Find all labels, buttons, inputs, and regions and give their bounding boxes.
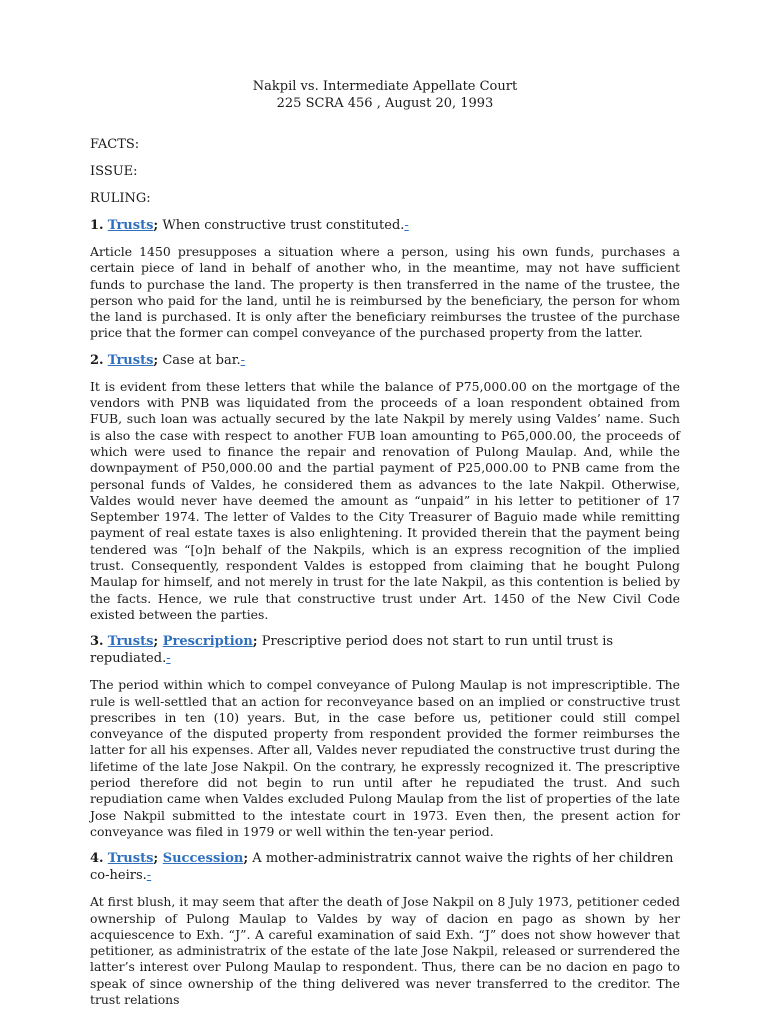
trusts-link[interactable]: Trusts [107,851,154,867]
trusts-link[interactable]: Trusts [107,634,154,650]
section-heading-text: A mother-administratrix cannot waive the rights of her children co-heirs. [90,851,674,884]
section-link[interactable]: - [166,651,171,667]
section-link[interactable]: - [240,352,246,368]
trusts-link[interactable]: Trusts [107,352,154,368]
section-body: Article 1450 presupposes a situation where a person, using his own funds, purchases a certain piece of land in behalf of another who, in the meantime, may not have sufficient funds to purchase the land. The property is then transferred in the name of the trustee, the person who paid for the land, until he is reimbursed by the beneficiary, the person for whom the land is purchased. It is only after the beneficiary reimburses the trustee of the purchase price that the former can compel conveyance of the purchased property from the latter. [90,244,680,341]
section-heading: 2. Trusts; Case at bar.- [90,352,246,368]
document-header [90,78,680,112]
facts-label: FACTS: [90,137,140,152]
section-number: 4. [90,851,104,867]
section-heading-text: Prescriptive period does not start to run until trust is repudiated. [90,634,614,667]
section-heading: 4. Trusts; Succession; A mother-administratrix cannot waive the rights of her children co-heirs.- [90,851,674,884]
issue-label: ISSUE: [90,164,138,179]
section-number: 1. [90,218,104,233]
section-heading: 3. Trusts; Prescription; Prescriptive period does not start to run until trust is repudiated.- [90,634,614,667]
section-body: At first blush, it may seem that after the death of Jose Nakpil on 8 July 1973, petitioner ceded ownership of Pulong Maulap to Valdes by way of dacion en pago as shown by her acquiescence to Exh. “J”. A careful examination of said Exh. “J” does not show however that petitioner, as administratrix of the estate of the late Jose Nakpil, released or surrendered the latter’s interest over Pulong Maulap to respondent. Thus, there can be no dacion en pago to speak of since ownership of the thing delivered was never transferred to the creditor. The trust relations [90,894,680,1007]
section-heading-text: When constructive trust constituted. [158,218,405,233]
section-heading-text: Case at bar. [158,352,241,368]
trusts-link[interactable]: Trusts [107,218,154,233]
section-link[interactable]: - [404,218,409,233]
section-body: The period within which to compel conveyance of Pulong Maulap is not imprescriptible. The rule is well-settled that an action for reconveyance based on an implied or constructive trust prescribes in ten (10) years. But, in the case before us, petitioner could still compel conveyance of the disputed property from respondent provided the former reimburses the latter for all his expenses. After all, Valdes never repudiated the constructive trust during the lifetime of the late Jose Nakpil. On the contrary, he expressly recognized it. The prescriptive period therefore did not begin to run until after he repudiated the trust. And such repudiation came when Valdes excluded Pulong Maulap from the list of properties of the late Jose Nakpil submitted to the intestate court in 1973. Even then, the present action for conveyance was filed in 1979 or well within the ten-year period. [90,677,680,839]
prescription-link[interactable]: Prescription [162,634,253,650]
case-citation: 225 SCRA 456 , August 20, 1993 [276,96,494,111]
section-body: It is evident from these letters that while the balance of P75,000.00 on the mortgage of the vendors with PNB was liquidated from the proceeds of a loan respondent obtained from FUB, such loan was actually secured by the late Nakpil by merely using Valdes’ name. Such is also the case with respect to another FUB loan amounting to P65,000.00, the proceeds of which were used to finance the repair and renovation of Pulong Maulap. And, while the downpayment of P50,000.00 and the partial payment of P25,000.00 to PNB came from the personal funds of Valdes, he considered them as advances to the late Nakpil. Otherwise, Valdes would never have deemed the amount as “unpaid” in his letter to petitioner of 17 September 1974. The letter of Valdes to the City Treasurer of Baguio made while remitting payment of real estate taxes is also enlightening. It provided therein that the payment being tendered was “[o]n behalf of the Nakpils, which is an express recognition of the implied trust. Consequently, respondent Valdes is estopped from claiming that he bought Pulong Maulap for himself, and not merely in trust for the late Nakpil, as this contention is belied by the facts. Hence, we rule that constructive trust under Art. 1450 of the New Civil Code existed between the parties. [90,378,680,622]
ruling-label: RULING: [90,191,151,206]
succession-link[interactable]: Succession [162,851,244,867]
section-link[interactable]: - [146,868,152,884]
section-heading: 1. Trusts; When constructive trust constituted.- [90,218,409,233]
case-title: Nakpil vs. Intermediate Appellate Court [252,79,518,94]
section-number: 2. [90,352,104,368]
section-number: 3. [90,634,104,650]
